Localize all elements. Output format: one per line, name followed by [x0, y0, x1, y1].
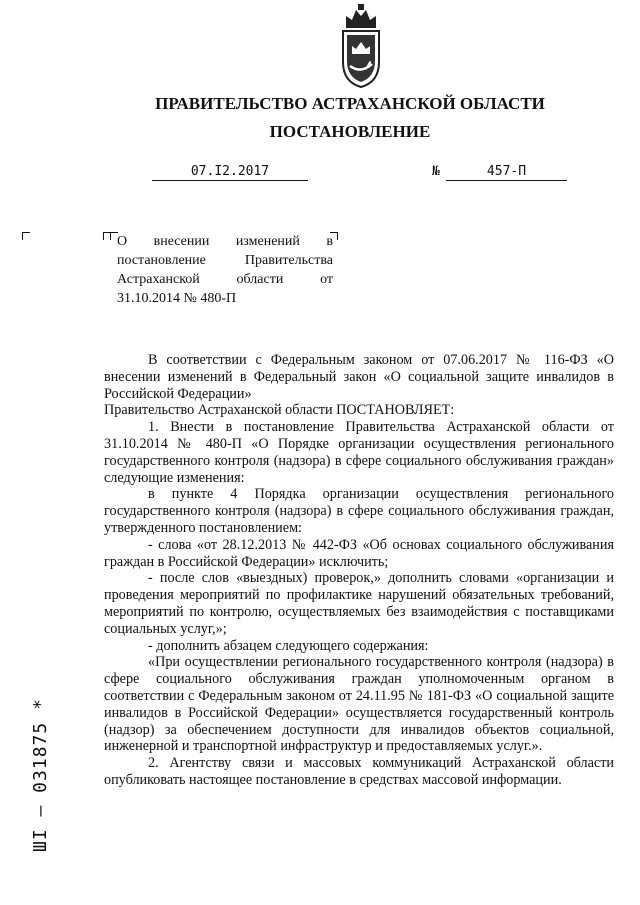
document-body — [104, 352, 614, 789]
paragraph: - слова «от 28.12.2013 № 442-ФЗ «Об основах социального обслуживания граждан в Российской Федерации» исключить; — [104, 536, 614, 570]
paragraph: Правительство Астраханской области ПОСТАНОВЛЯЕТ: — [104, 402, 455, 419]
paragraph: 1. Внести в постановление Правительства Астраханской области от 31.10.2014 № 480-П «О Порядке организации осуществления регионального государственного контроля (надзора) в сфере социального обслуживания граждан» следующие изменения: — [104, 419, 614, 486]
corner-mark — [22, 232, 30, 240]
document-date: 07.I2.2017 — [152, 164, 308, 181]
organization-title: ПРАВИТЕЛЬСТВО АСТРАХАНСКОЙ ОБЛАСТИ — [155, 94, 545, 113]
document-number: 457-П — [446, 164, 567, 181]
registration-stamp: ШI – 031875 * — [30, 698, 51, 852]
paragraph: в пункте 4 Порядка организации осуществления регионального государственного контроля (надзора) в сфере социального обслуживания граждан, утвержденного постановлением: — [104, 486, 614, 536]
number-sign: № — [432, 164, 440, 179]
paragraph: 2. Агентству связи и массовых коммуникаций Астраханской области опубликовать настоящее постановление в средствах массовой информации. — [104, 755, 614, 788]
document-subject: О внесении изменений в постановление Правительства Астраханской области от 31.10.2014 № 480-П — [117, 234, 333, 306]
paragraph: В соответствии с Федеральным законом от 07.06.2017 № 116-ФЗ «О внесении изменений в Федеральный закон «О социальной защите инвалидов в Российской Федерации» — [104, 352, 614, 402]
paragraph: - дополнить абзацем следующего содержания: — [148, 637, 429, 654]
paragraph: «При осуществлении регионального государственного контроля (надзора) в сфере социального обслуживания граждан уполномоченным органом в соответствии с Федеральным законом от 24.11.95 № 181-ФЗ «О социальной защите инвалидов в Российской Федерации» осуществляется государственный контроль (надзор) за обеспечением доступности для инвалидов объектов социальной, инженерной и транспортной инфраструктур и предоставляемых услуг.». — [104, 654, 614, 755]
paragraph: - после слов «выездных) проверок,» дополнить словами «организации и проведения мероприятий по профилактике нарушений обязательных требований, мероприятий по контролю, осуществляемых без взаимодействия с поставщиками социальных услуг,»; — [104, 570, 614, 637]
document-type-title: ПОСТАНОВЛЕНИЕ — [269, 122, 431, 141]
document-header — [150, 90, 550, 146]
coat-of-arms-icon — [338, 4, 384, 88]
